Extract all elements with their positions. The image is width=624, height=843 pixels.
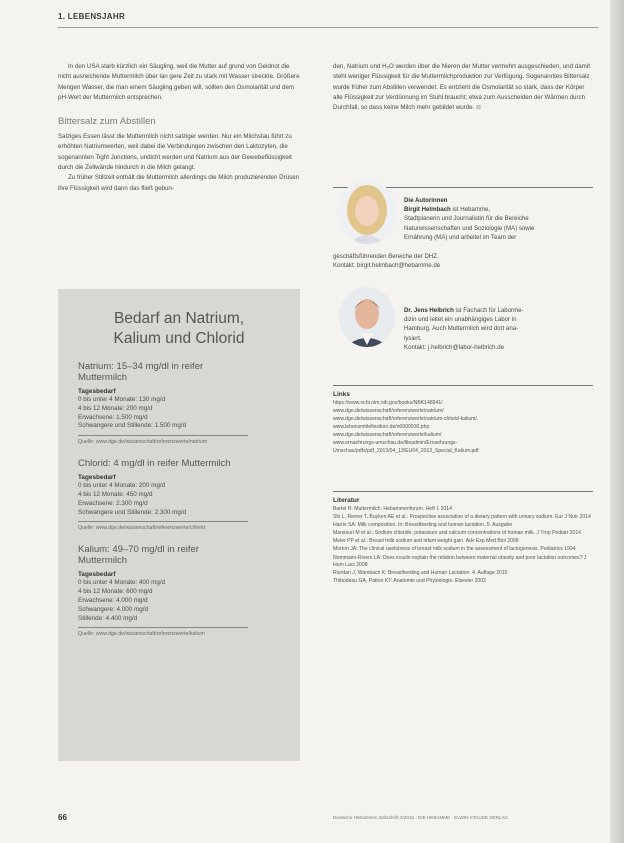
literature-item: Shi L, Remer T, Buyken AE et al.: Prospective association of a dietary pattern with urinary sodium. Eur J Nutr 2014 xyxy=(333,514,591,521)
chlorid-source: Quelle: www.dge.de/wissenschaft/referenzwerte/chlorid xyxy=(78,525,206,532)
subheading-bittersalz: Bittersalz zum Abstillen xyxy=(58,116,156,128)
authors-heading: Die Autorinnen xyxy=(404,197,448,204)
chlorid-label: Tagesbedarf xyxy=(78,474,116,482)
links-rule xyxy=(333,385,593,386)
literature-item: Mansouri M et al.: Sodium chloride, potassium and calcium concentrations of human milk. J Trop Pediatr 2014 xyxy=(333,530,582,537)
chlorid-line: Erwachsene: 2.300 mg/d xyxy=(78,499,148,507)
link-item[interactable]: https://www.ncbi.nlm.nih.gov/books/NBK148941/ xyxy=(333,400,443,406)
info-box xyxy=(58,289,300,761)
natrium-line: 4 bis 12 Monate: 200 mg/d xyxy=(78,404,153,412)
chlorid-line: 4 bis 12 Monate: 450 mg/d xyxy=(78,490,153,498)
literature-item: Nommsen-Rivers LA: Does insulin explain the relation between maternal obesity and poor lactation outcomes? J Hum Lact 2008 xyxy=(333,554,587,568)
header-rule xyxy=(58,27,598,28)
right-column xyxy=(333,62,595,113)
natrium-line: Schwangere und Stillende: 1.500 mg/d xyxy=(78,422,187,430)
chlorid-rule xyxy=(78,521,248,522)
kalium-label: Tagesbedarf xyxy=(78,571,116,579)
literature-item: Bartel R: Muttermilch. Hebammenforum. Heft 1 2014 xyxy=(333,506,452,512)
page-number: 66 xyxy=(58,813,67,822)
literature-item: Harris SA: Milk composition. In: Breastfeeding and human lactation. 5. Ausgabe xyxy=(333,522,513,529)
natrium-line: Erwachsene: 1.500 mg/d xyxy=(78,413,148,421)
links-list xyxy=(333,390,595,456)
section-header: 1. LEBENSJAHR xyxy=(58,12,126,21)
page-edge xyxy=(610,0,624,843)
link-item[interactable]: www.dge.de/wissenschaft/referenzwerte/natrium-chlorid-kalium/ xyxy=(333,416,477,423)
left-paragraph-1: In den USA starb kürzlich ein Säugling, weil die Mutter auf grund von Geldnot die nicht ausreichende Muttermilch über lan gere Zeit zu stark mit Wasser streckte. Größere Mengen Wasser, die man einem Säugling geben will, sollten den Osmolarität und dem pH-Wert der Muttermilch entsprechen. xyxy=(58,63,300,101)
literature-heading: Literatur xyxy=(333,497,360,504)
kalium-heading: Kalium: 49–70 mg/dl in reifer Muttermilch xyxy=(78,544,199,567)
literature-item: Morton JA: The clinical usefulness of breast milk sodium in the assessment of lactogenesis. Pediatrics 1994 xyxy=(333,546,576,553)
literature-rule xyxy=(333,491,593,492)
author-2-contact: Kontakt: j.helbrich@labor-helbrich.de xyxy=(404,343,505,351)
links-heading: Links xyxy=(333,391,350,398)
literature-list xyxy=(333,496,595,586)
kalium-line: Stillende: 4.400 mg/d xyxy=(78,614,138,622)
natrium-source: Quelle: www.dge.de/wissenschaft/referenzwerte/natrium xyxy=(78,439,208,446)
end-mark: ⊠ xyxy=(476,104,482,112)
right-paragraph-1: den, Natrium und H₂O werden über die Nieren der Mutter vermehrt ausgeschieden, und damit steht weniger Flüssigkeit für die Muttermilchproduktion zur Verfügung. Sogenanntes Bittersalz wurde früher zum Abstillen verwendet. Es entzieht die Osmolarität so stark, dass der Körper alle Flüssigkeit zur Verdünnung im Stuhl braucht; etwa zum Ausscheiden der Wärmen durch Durchfall, so dass keine Milch mehr gebildet wurde. ⊠ xyxy=(333,63,590,112)
natrium-section xyxy=(78,361,288,446)
author-1-tail: geschäftsführenden Bereiche der DHZ. Kontakt: birgit.helmbach@hebamme.de xyxy=(333,252,595,270)
author-photo-man xyxy=(339,287,395,347)
author-photo-woman xyxy=(337,180,397,244)
footer-credit: Deutsche Hebammen Zeitschrift 3/2015 · DIE HEBAMME · ELWIN STAUDE VERLAG xyxy=(333,815,508,820)
chlorid-heading: Chlorid: 4 mg/dl in reifer Muttermilch xyxy=(78,458,231,470)
kalium-rule xyxy=(78,627,248,628)
box-title: Bedarf an Natrium, Kalium und Chlorid xyxy=(113,310,245,347)
literature-item: Meier PP et al.: Breast milk sodium and infant weight gain. Adv Exp Med Biol 2008 xyxy=(333,538,519,545)
left-column xyxy=(58,62,300,194)
author-1-name: Birgit Helmbach xyxy=(404,206,451,214)
left-paragraph-2: Salziges Essen lässt die Muttermilch nicht salziger werden. Nur ein Milchstau führt zu erhöhten Natriumwerten, weil dabei die Verbindungen zwischen den Laktozyten, die sogenannten Tight Junctions, undicht werden und Natrium aus der Gewebeflüssigkeit durch die Zellwände hindurch in die Milch gelangt. xyxy=(58,133,292,172)
left-paragraph-3: Zu früher Stillzeit enthält die Muttermilch allerdings die Milch produzierenden Drüsen ihre Flüssigkeit wird dann das fließ gebun- xyxy=(58,174,300,192)
natrium-line: 0 bis unter 4 Monate: 130 mg/d xyxy=(78,396,166,403)
kalium-line: 4 bis 12 Monate: 600 mg/d xyxy=(78,588,153,596)
natrium-rule xyxy=(78,435,248,436)
link-item[interactable]: www.dge.de/wissenschaft/referenzwerte/kalium/ xyxy=(333,432,442,439)
chlorid-section xyxy=(78,458,288,532)
link-item[interactable]: www.lebensmittellexikon.de/n0000930.php xyxy=(333,424,430,431)
kalium-line: Schwangere: 4.000 mg/d xyxy=(78,605,149,613)
natrium-heading: Natrium: 15–34 mg/dl in reifer Muttermilch xyxy=(78,361,204,383)
author-2-block: Dr. Jens Helbrich ist Facharzt für Laborme- dizin und leitet ein unabhängiges Labor in Hamburg. Auch Muttermilch wird dort ana- lysiert. Kontakt: j.helbrich@labor-helbrich.de xyxy=(404,306,594,352)
kalium-line: Erwachsene: 4.000 mg/d xyxy=(78,596,148,604)
link-item[interactable]: www.ernaehrungs-umschau.de/fileadmin/Ernaehrungs-Umschau/pdfs/pdf_2013/04_13/EU04_2013_Special_Kalium.pdf xyxy=(333,440,479,454)
author-1-contact: Kontakt: birgit.helmbach@hebamme.de xyxy=(333,262,441,270)
kalium-source: Quelle: www.dge.de/wissenschaft/referenzwerte/kalium xyxy=(78,631,205,638)
literature-item: Thibodeau GA, Patton KT: Anatomie und Physiologie. Elsevier 2002 xyxy=(333,577,486,584)
chlorid-line: 0 bis unter 4 Monate: 200 mg/d xyxy=(78,482,166,490)
chlorid-line: Schwangere und Stillende: 2.300 mg/d xyxy=(78,508,187,516)
natrium-label: Tagesbedarf xyxy=(78,388,116,395)
author-1-block: Die Autorinnen Birgit Helmbach ist Hebamme, Stadtplanerin und Journalistin für die Bereiche Naturwissenschaften und Soziologie (MA) sowie Ernährung (MA) und arbeitet im Team der xyxy=(404,196,594,242)
literature-item: Riordan J, Wambach K: Breastfeeding and Human Lactation. 4. Auflage 2010 xyxy=(333,569,508,576)
author-2-name: Dr. Jens Helbrich xyxy=(404,307,454,314)
link-item[interactable]: www.dge.de/wissenschaft/referenzwerte/natrium/ xyxy=(333,408,444,415)
kalium-line: 0 bis unter 4 Monate: 400 mg/d xyxy=(78,579,166,587)
kalium-section xyxy=(78,544,288,638)
